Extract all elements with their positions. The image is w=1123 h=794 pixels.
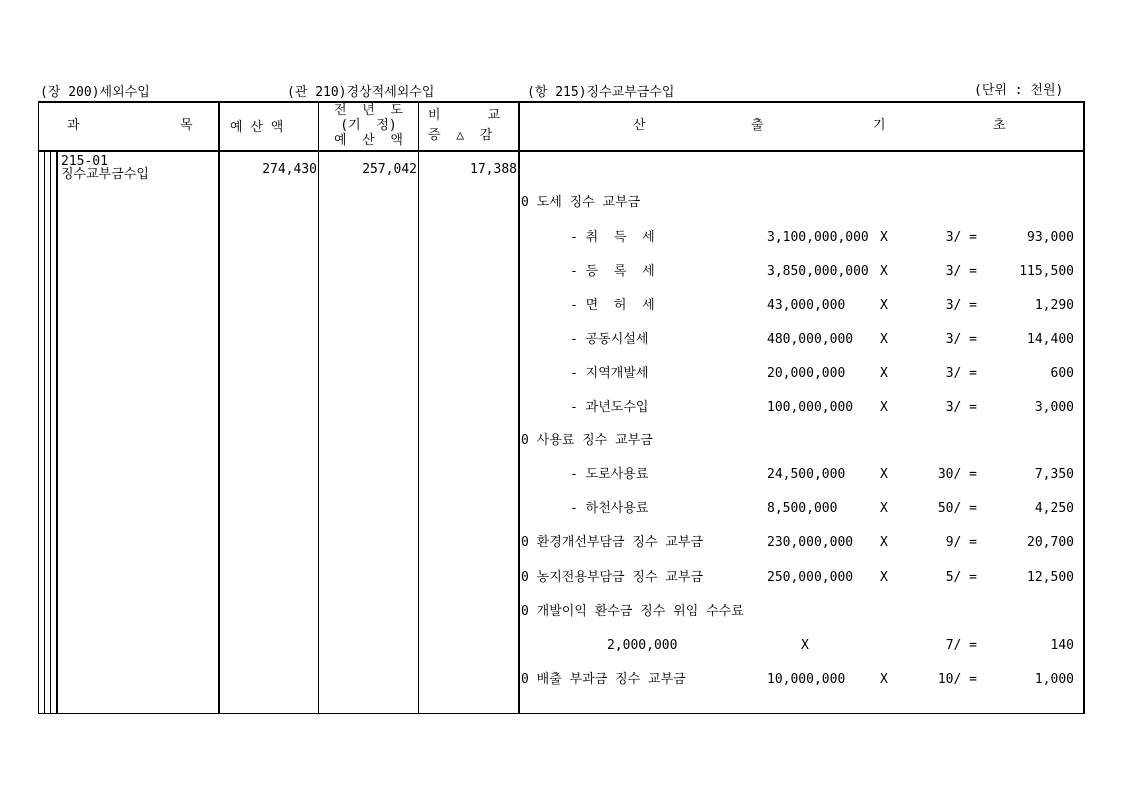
col-calc-c: 기 xyxy=(873,118,886,133)
gwan-label: (관 210)경상적세외수입 xyxy=(287,85,435,100)
calc-line-amount: 3,100,000,000 xyxy=(767,230,869,245)
col-calc-d: 초 xyxy=(993,118,1006,133)
hang-label: (항 215)징수교부금수입 xyxy=(527,85,675,100)
col-calc-b: 출 xyxy=(751,118,764,133)
col-calc-a: 산 xyxy=(633,118,646,133)
calc-line-label: - 도로사용료 xyxy=(570,467,649,482)
calc-line-label: 0 도세 징수 교부금 xyxy=(521,195,641,210)
calc-line-label: 0 농지전용부담금 징수 교부금 xyxy=(521,570,704,585)
jang-label: (장 200)세외수입 xyxy=(40,85,150,100)
calc-line-rate: 3/ = xyxy=(945,298,977,313)
col-prev-line1: 전 년 도 xyxy=(334,103,403,118)
calc-line-amount: 250,000,000 xyxy=(767,570,854,585)
calc-line-amount: 3,850,000,000 xyxy=(767,264,869,279)
calc-line-label: - 지역개발세 xyxy=(570,366,649,381)
calc-line-result: 1,000 xyxy=(1034,672,1074,687)
summary-name: 징수교부금수입 xyxy=(61,167,149,182)
calc-line-amount: 230,000,000 xyxy=(767,535,854,550)
calc-line-multiply: X xyxy=(880,501,888,516)
calc-line-amount: 480,000,000 xyxy=(767,332,854,347)
calc-line-amount: 8,500,000 xyxy=(767,501,838,516)
unit-label: (단위 : 천원) xyxy=(974,83,1064,98)
calc-line-label: 0 배출 부과금 징수 교부금 xyxy=(521,672,686,687)
calc-line-multiply: X xyxy=(801,638,809,653)
calc-line-multiply: X xyxy=(880,535,888,550)
calc-line-result: 20,700 xyxy=(1027,535,1074,550)
calc-line-amount: 43,000,000 xyxy=(767,298,846,313)
calc-line-result: 115,500 xyxy=(1019,264,1074,279)
calc-line-amount: 100,000,000 xyxy=(767,400,854,415)
calc-line-multiply: X xyxy=(880,264,888,279)
calc-line-multiply: X xyxy=(880,400,888,415)
calc-line-label: 0 개발이익 환수금 징수 위임 수수료 xyxy=(521,604,744,619)
calc-line-rate: 3/ = xyxy=(945,230,977,245)
col-comp-line1: 비 교 xyxy=(428,108,501,123)
calc-line-rate: 3/ = xyxy=(945,264,977,279)
calc-line-label: - 면 허 세 xyxy=(570,298,655,313)
calc-line-multiply: X xyxy=(880,570,888,585)
calc-line-result: 4,250 xyxy=(1034,501,1074,516)
calc-line-multiply: X xyxy=(880,298,888,313)
calc-line-result: 1,290 xyxy=(1034,298,1074,313)
col-subject-a: 과 xyxy=(67,118,80,133)
summary-code: 215-01 xyxy=(61,154,108,169)
calc-line-result: 14,400 xyxy=(1027,332,1074,347)
calc-line-result: 93,000 xyxy=(1027,230,1074,245)
calc-line-result: 140 xyxy=(1050,638,1074,653)
col-budget: 예 산 액 xyxy=(230,120,284,135)
summary-diff: 17,388 xyxy=(470,162,517,177)
calc-line-result: 12,500 xyxy=(1027,570,1074,585)
calc-line-multiply: X xyxy=(880,672,888,687)
col-comp-line2: 증 △ 감 xyxy=(428,128,493,143)
calc-line-result: 600 xyxy=(1050,366,1074,381)
calc-line-label: 0 사용료 징수 교부금 xyxy=(521,433,653,448)
calc-line-label: - 과년도수입 xyxy=(570,400,649,415)
calc-line-label: - 공동시설세 xyxy=(570,332,649,347)
calc-line-amount: 24,500,000 xyxy=(767,467,846,482)
calc-line-rate: 5/ = xyxy=(945,570,977,585)
calc-line-label: - 하천사용료 xyxy=(570,501,649,516)
calc-line-result: 3,000 xyxy=(1034,400,1074,415)
calc-line-rate: 3/ = xyxy=(945,400,977,415)
calc-line-rate: 3/ = xyxy=(945,366,977,381)
col-prev-line2: (기 정) xyxy=(340,118,397,133)
calc-line-rate: 50/ = xyxy=(937,501,977,516)
calc-line-rate: 30/ = xyxy=(937,467,977,482)
summary-prev-budget: 257,042 xyxy=(362,162,417,177)
calc-line-label: - 취 득 세 xyxy=(570,230,655,245)
calc-line-amount: 20,000,000 xyxy=(767,366,846,381)
calc-line-rate: 9/ = xyxy=(945,535,977,550)
calc-line-amount: 2,000,000 xyxy=(607,638,678,653)
calc-line-multiply: X xyxy=(880,467,888,482)
calc-line-rate: 7/ = xyxy=(945,638,977,653)
calc-line-multiply: X xyxy=(880,366,888,381)
col-prev-line3: 예 산 액 xyxy=(334,133,403,148)
calc-line-label: 0 환경개선부담금 징수 교부금 xyxy=(521,535,704,550)
calc-line-multiply: X xyxy=(880,332,888,347)
summary-budget: 274,430 xyxy=(262,162,317,177)
calc-line-label: - 등 록 세 xyxy=(570,264,655,279)
col-subject-b: 목 xyxy=(180,118,193,133)
calc-line-rate: 3/ = xyxy=(945,332,977,347)
calc-line-multiply: X xyxy=(880,230,888,245)
calc-line-result: 7,350 xyxy=(1034,467,1074,482)
calc-line-amount: 10,000,000 xyxy=(767,672,846,687)
calc-line-rate: 10/ = xyxy=(937,672,977,687)
